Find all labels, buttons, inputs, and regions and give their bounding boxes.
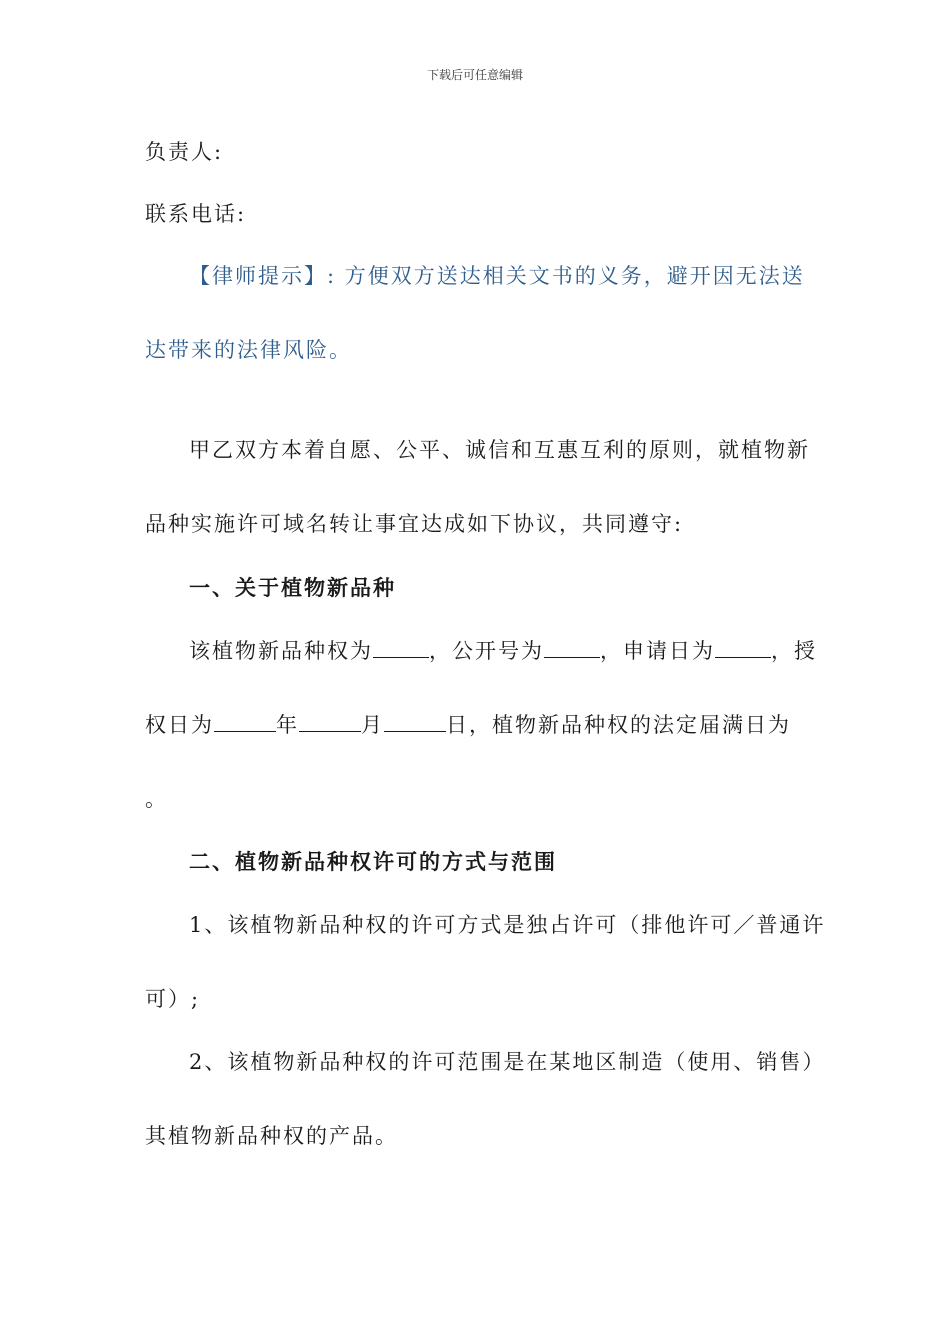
section-2-item-1-line-2: 可）; [145, 987, 201, 1011]
lawyer-tip-line-1: 【律师提示】: 方便双方送达相关文书的义务，避开因无法送 [189, 264, 805, 288]
section-1-paragraph-line-2: 权日为 年 月 日，植物新品种权的法定届满日为 [145, 713, 791, 737]
section-1-paragraph-line-1: 该植物新品种权为 ，公开号为 ，申请日为 ，授 [189, 639, 817, 663]
preamble-line-2: 品种实施许可域名转让事宜达成如下协议，共同遵守: [145, 512, 684, 536]
section-1-heading: 一、关于植物新品种 [189, 575, 396, 600]
responsible-person-label: 负责人: [145, 140, 224, 164]
section-2-item-1-line-1: 1、该植物新品种权的许可方式是独占许可（排他许可／普通许 [189, 913, 826, 937]
section-2-heading: 二、植物新品种权许可的方式与范围 [189, 849, 557, 874]
variety-right-blank [373, 639, 429, 658]
application-date-blank [715, 639, 771, 658]
lawyer-tip-line-2: 达带来的法律风险。 [145, 338, 352, 362]
section-1-paragraph-line-3: 。 [145, 787, 168, 811]
grant-month-blank [299, 713, 361, 732]
grant-year-blank [214, 713, 276, 732]
preamble-line-1: 甲乙双方本着自愿、公平、诚信和互惠互利的原则，就植物新 [189, 438, 810, 462]
section-2-item-2-line-1: 2、该植物新品种权的许可范围是在某地区制造（使用、销售） [189, 1050, 826, 1074]
section-2-item-2-line-2: 其植物新品种权的产品。 [145, 1124, 398, 1148]
grant-day-blank [384, 713, 446, 732]
publication-number-blank [544, 639, 600, 658]
contact-phone-label: 联系电话: [145, 202, 247, 226]
page-header: 下载后可任意编辑 [426, 68, 523, 82]
